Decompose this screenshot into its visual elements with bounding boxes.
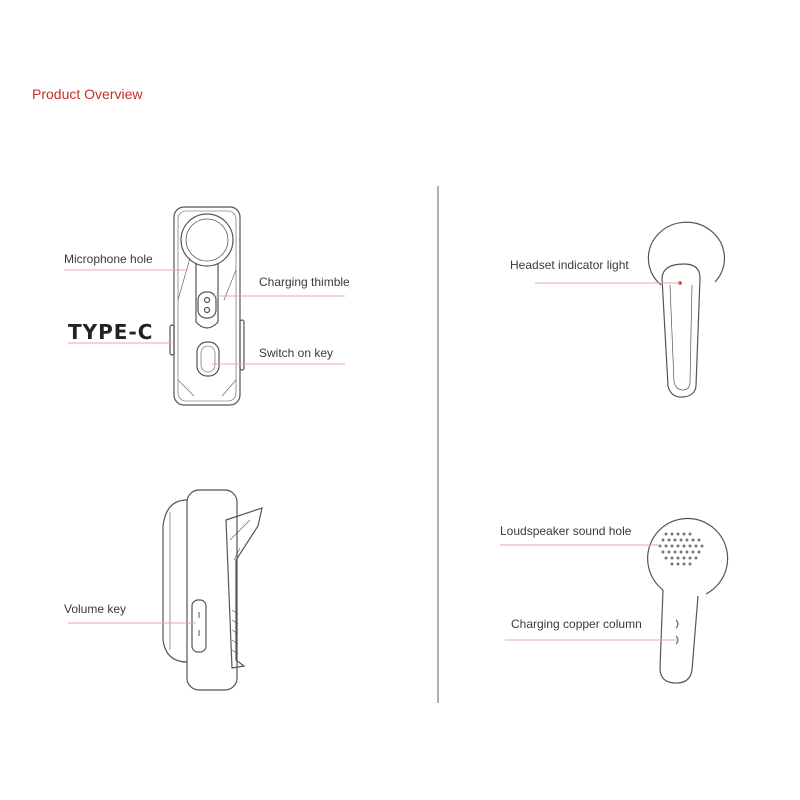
label-switch-on-key: Switch on key [259, 346, 334, 360]
label-charging-thimble: Charging thimble [259, 275, 350, 289]
page-title: Product Overview [32, 86, 143, 102]
label-type-c: TYPE-C [68, 320, 154, 344]
earpiece-view [648, 222, 724, 397]
speaker-view [648, 518, 728, 683]
label-microphone-hole: Microphone hole [64, 252, 153, 266]
label-headset-indicator-light: Headset indicator light [510, 258, 629, 272]
label-loudspeaker-sound-hole: Loudspeaker sound hole [500, 524, 632, 538]
case-side-view [163, 490, 262, 690]
label-charging-copper-column: Charging copper column [511, 617, 642, 631]
case-front-view [170, 207, 244, 405]
label-volume-key: Volume key [64, 602, 127, 616]
speaker-grille [659, 533, 704, 566]
